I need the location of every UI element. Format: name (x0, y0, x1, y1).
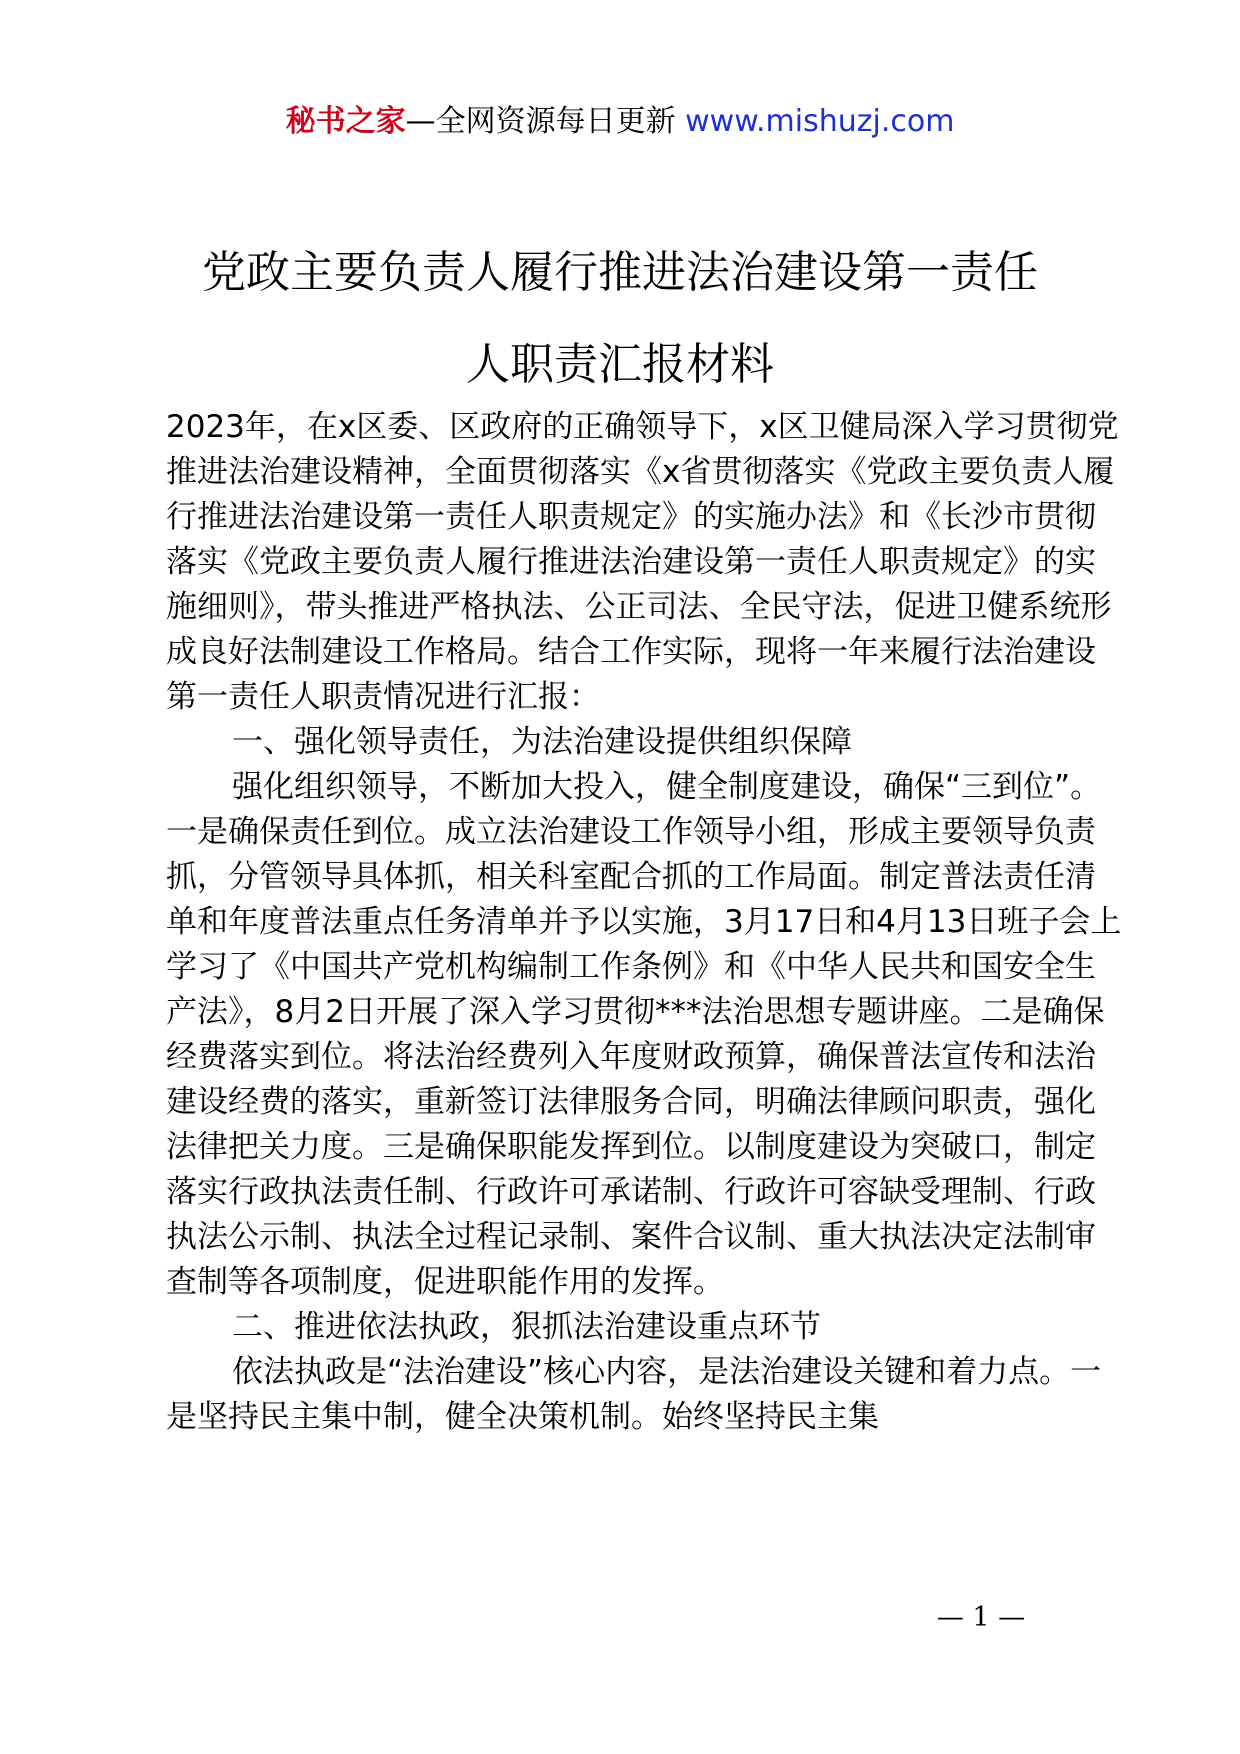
document-title-line-1: 党政主要负责人履行推进法治建设第一责任 (202, 247, 1038, 298)
section-2-paragraph: 依法执政是“法治建设”核心内容，是法治建设关键和着力点。一是坚持民主集中制，健全决策机制。始终坚持民主集 (166, 1354, 1102, 1435)
site-url-link[interactable]: www.mishuzj.com (685, 104, 955, 139)
section-1-heading: 一、强化领导责任，为法治建设提供组织保障 (232, 724, 852, 760)
site-tagline: —全网资源每日更新 (405, 104, 676, 139)
intro-paragraph: 2023年，在x区委、区政府的正确领导下，x区卫健局深入学习贯彻党推进法治建设精神，全面贯彻落实《x省贯彻落实《党政主要负责人履行推进法治建设第一责任人职责规定》的实施办法》和《长沙市贯彻落实《党政主要负责人履行推进法治建设第一责任人职责规定》的实施细则》，带头推进严格执法、公正司法、全民守法，促进卫健系统形成良好法制建设工作格局。结合工作实际，现将一年来履行法治建设第一责任人职责情况进行汇报： (166, 409, 1119, 715)
document-title-line-2: 人职责汇报材料 (466, 339, 774, 390)
site-header (0, 100, 1240, 144)
site-brand: 秘书之家 (285, 104, 406, 139)
document-body (166, 405, 1126, 1440)
section-1-paragraph: 强化组织领导，不断加大投入，健全制度建设，确保“三到位”。一是确保责任到位。成立法治建设工作领导小组，形成主要领导负责抓，分管领导具体抓，相关科室配合抓的工作局面。制定普法责任清单和年度普法重点任务清单并予以实施，3月17日和4月13日班子会上学习了《中国共产党机构编制工作条例》和《中华人民共和国安全生产法》，8月2日开展了深入学习贯彻***法治思想专题讲座。二是确保经费落实到位。将法治经费列入年度财政预算，确保普法宣传和法治建设经费的落实，重新签订法律服务合同，明确法律顾问职责，强化法律把关力度。三是确保职能发挥到位。以制度建设为突破口，制定落实行政执法责任制、行政许可承诺制、行政许可容缺受理制、行政执法公示制、执法全过程记录制、案件合议制、重大执法决定法制审查制等各项制度，促进职能作用的发挥。 (166, 769, 1122, 1300)
page-number: — 1 — (936, 1602, 1026, 1633)
section-2-heading: 二、推进依法执政，狠抓法治建设重点环节 (232, 1309, 821, 1345)
